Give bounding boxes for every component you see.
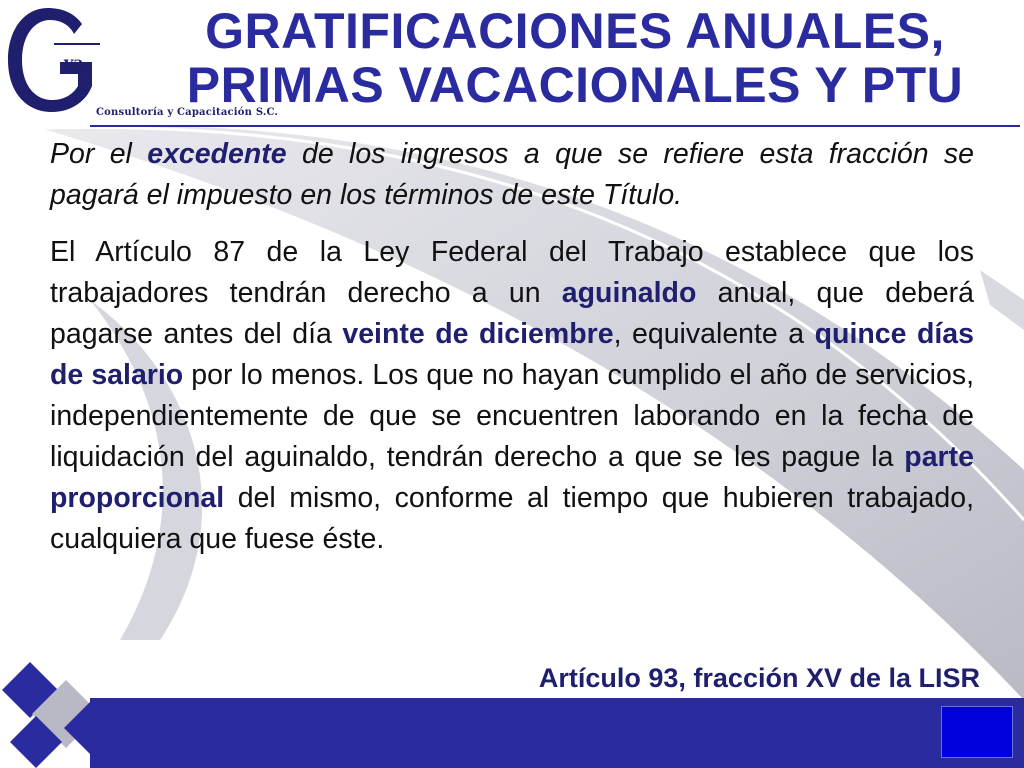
company-logo: [4, 4, 104, 116]
emphasis-dias-salario: quince días de salario: [50, 318, 974, 391]
diamond-decoration: [0, 640, 130, 768]
title-line-1: GRATIFICACIONES ANUALES,: [205, 3, 945, 59]
slide-title: [130, 4, 1020, 112]
text-run: , equivalente a: [613, 318, 815, 350]
paragraph-aguinaldo: [50, 232, 974, 560]
corner-square: [941, 706, 1013, 758]
logo-subtitle: Consultoría y Capacitación S.C.: [96, 107, 279, 118]
text-run: del mismo, conforme al tiempo que hubieren trabajado, cualquiera que fuese éste.: [50, 482, 974, 555]
emphasis-fecha: veinte de diciembre: [342, 318, 614, 350]
text-run: El Artículo 87 de la Ley Federal del Trabajo establece que los trabajadores tendrán derecho a un: [50, 236, 974, 309]
emphasis-aguinaldo: aguinaldo: [561, 277, 697, 309]
text-run: por lo menos. Los que no hayan cumplido el año de servicios, independientemente de que se encuentren laborando en la fecha de liquidación del aguinaldo, tendrán derecho a que se les pague la: [50, 359, 974, 473]
legal-reference: Artículo 93, fracción XV de la LISR: [538, 663, 980, 693]
title-line-2: PRIMAS VACACIONALES Y PTU: [186, 57, 964, 113]
paragraph-excedente: [50, 134, 974, 216]
emphasis-parte-proporcional: parte proporcional: [50, 441, 974, 514]
slide-body: [50, 134, 974, 560]
text-run: Por el: [50, 138, 148, 170]
text-run: de los ingresos a que se refiere esta fracción se pagará el impuesto en los términos de este Título.: [50, 138, 974, 211]
logo-small-text: va: [64, 53, 84, 72]
emphasis-excedente: excedente: [147, 138, 287, 170]
title-divider: [90, 125, 1020, 127]
footer-band: [90, 698, 1024, 768]
text-run: anual, que deberá pagarse antes del día: [50, 277, 975, 350]
